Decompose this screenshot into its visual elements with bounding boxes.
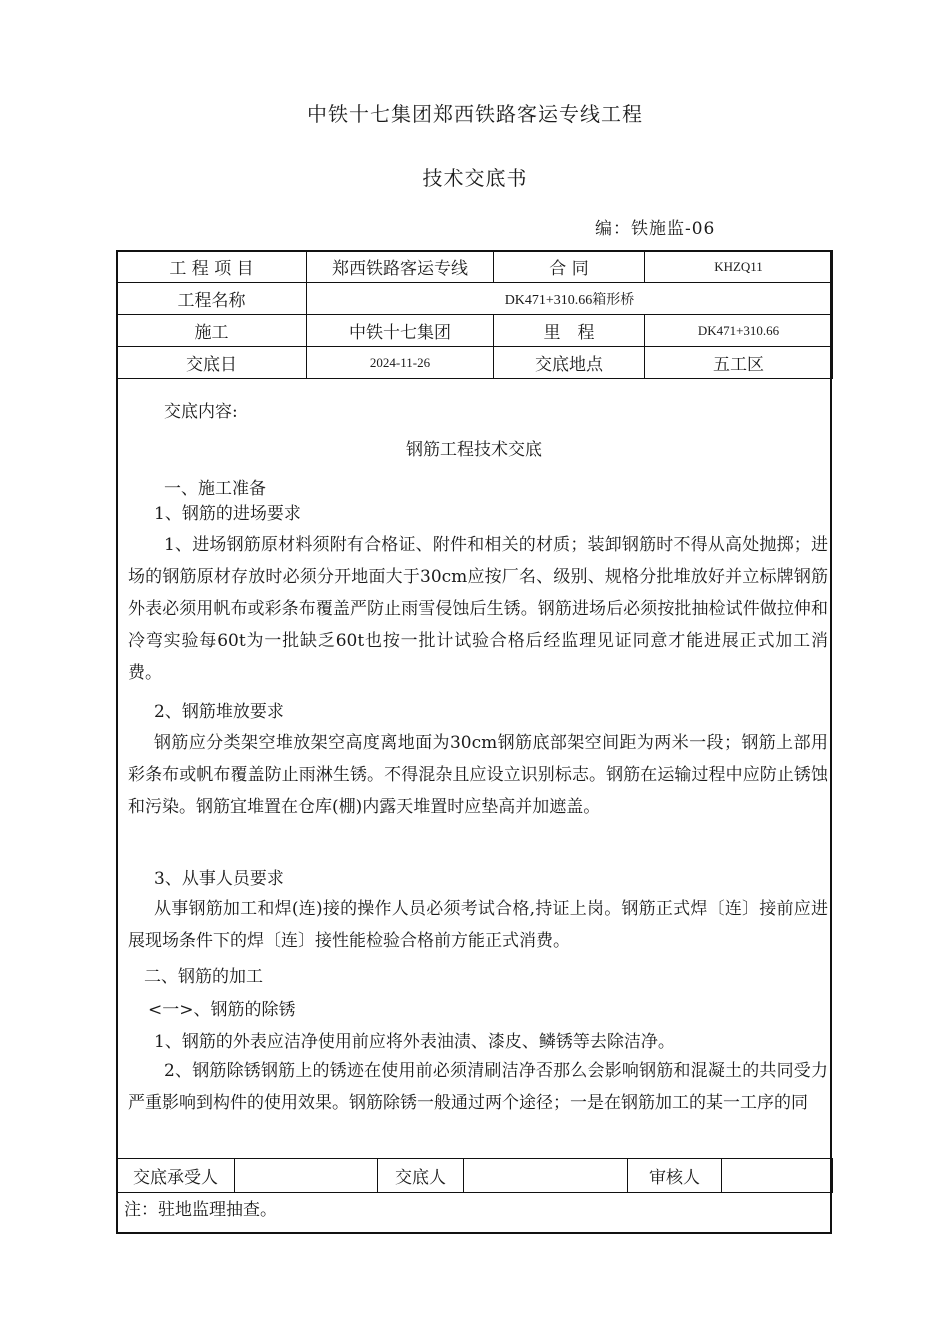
table-row: [117, 283, 833, 315]
project-name-label: 工程名称: [117, 283, 307, 315]
reviewer-field[interactable]: [722, 1159, 833, 1193]
mileage-label: 里 程: [494, 315, 645, 347]
construction-value: 中铁十七集团: [307, 315, 494, 347]
paragraph: 从事钢筋加工和焊(连)接的操作人员必须考试合格,持证上岗。钢筋正式焊〔连〕接前应进展现场条件下的焊〔连〕接性能检验合格前方能正式消费。: [128, 899, 828, 951]
date-label: 交底日: [117, 347, 307, 379]
location-value: 五工区: [645, 347, 833, 379]
table-row: [117, 315, 833, 347]
section-heading: 二、钢筋的加工: [144, 967, 263, 987]
paragraph: 2、钢筋除锈钢筋上的锈迹在使用前必须清刷洁净否那么会影响钢筋和混凝土的共同受力严重影响到构件的使用效果。钢筋除锈一般通过两个途径；一是在钢筋加工的某一工序的同: [128, 1061, 828, 1113]
subsection-heading: 1、钢筋的进场要求: [154, 504, 301, 524]
presenter-label: 交底人: [378, 1159, 464, 1193]
receiver-label: 交底承受人: [117, 1159, 235, 1193]
content-label: 交底内容:: [164, 402, 238, 422]
presenter-field[interactable]: [464, 1159, 628, 1193]
location-label: 交底地点: [494, 347, 645, 379]
document-subtitle: 技术交底书: [422, 166, 528, 190]
document-code: 编：铁施监-06: [595, 219, 716, 239]
footer-note: 注：驻地监理抽查。: [124, 1200, 277, 1220]
reviewer-label: 审核人: [628, 1159, 722, 1193]
contract-value: KHZQ11: [645, 251, 833, 283]
project-value: 郑西铁路客运专线: [307, 251, 494, 283]
date-value: 2024-11-26: [307, 347, 494, 379]
content-heading: 钢筋工程技术交底: [406, 440, 542, 460]
paragraph: 钢筋应分类架空堆放架空高度离地面为30cm钢筋底部架空间距为两米一段；钢筋上部用彩条布或帆布覆盖防止雨淋生锈。不得混杂且应设立识别标志。钢筋在运输过程中应防止锈蚀和污染。钢筋宜堆置在仓库(棚)内露天堆置时应垫高并加遮盖。: [128, 733, 828, 817]
paragraph: 1、进场钢筋原材料须附有合格证、附件和相关的材质；装卸钢筋时不得从高处抛掷；进场的钢筋原材存放时必须分开地面大于30cm应按厂名、级别、规格分批堆放好并立标牌钢筋外表必须用帆布或彩条布覆盖严防止雨雪侵蚀后生锈。钢筋进场后必须按批抽检试件做拉伸和冷弯实验每60t为一批缺乏60t也按一批计试验合格后经监理见证同意才能进展正式加工消费。: [128, 535, 828, 683]
paragraph: 1、钢筋的外表应洁净使用前应将外表油渍、漆皮、鳞锈等去除洁净。: [154, 1032, 675, 1052]
subsection-heading: 3、从事人员要求: [154, 869, 284, 889]
table-row: [117, 347, 833, 379]
mileage-value: DK471+310.66: [645, 315, 833, 347]
table-row: [117, 1159, 833, 1193]
contract-label: 合 同: [494, 251, 645, 283]
section-heading: 一、施工准备: [164, 479, 266, 499]
project-name-value: DK471+310.66箱形桥: [307, 283, 833, 315]
subsection-heading: 2、钢筋堆放要求: [154, 702, 284, 722]
construction-label: 施工: [117, 315, 307, 347]
signature-table: [116, 1158, 833, 1193]
receiver-field[interactable]: [235, 1159, 378, 1193]
table-row: [117, 251, 833, 283]
subsection-heading: <一>、钢筋的除锈: [148, 1000, 296, 1020]
info-table: [116, 250, 833, 379]
project-label: 工 程 项 目: [117, 251, 307, 283]
document-title: 中铁十七集团郑西铁路客运专线工程: [307, 102, 643, 126]
